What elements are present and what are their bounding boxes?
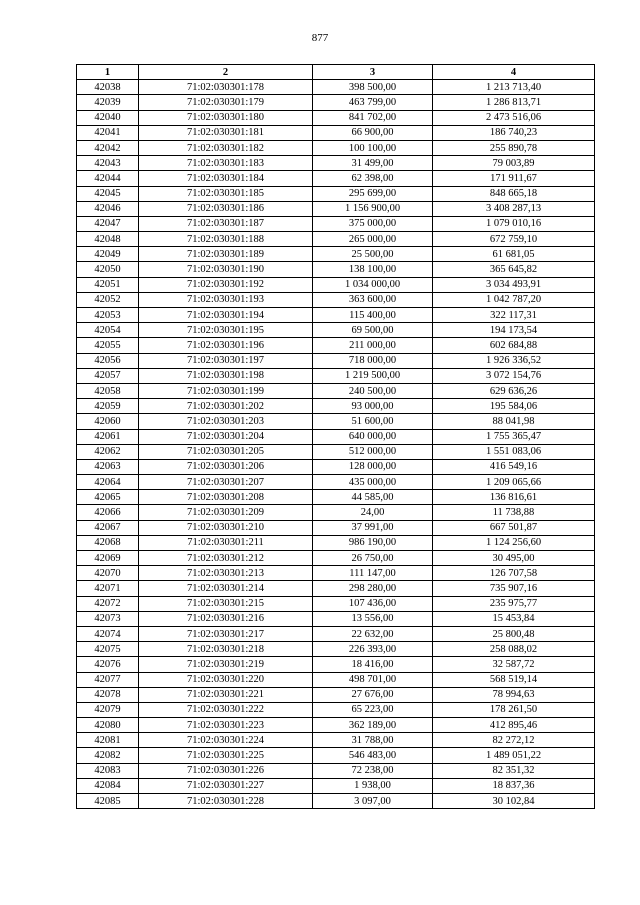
area-cell: 72 238,00 xyxy=(313,763,433,778)
cadastral-number-cell: 71:02:030301:192 xyxy=(139,277,313,292)
row-number-cell: 42083 xyxy=(77,763,139,778)
value-cell: 30 102,84 xyxy=(433,794,595,809)
table-row xyxy=(77,262,595,277)
table-row xyxy=(77,657,595,672)
area-cell: 44 585,00 xyxy=(313,490,433,505)
cadastral-number-cell: 71:02:030301:188 xyxy=(139,232,313,247)
area-cell: 1 219 500,00 xyxy=(313,368,433,383)
row-number-cell: 42079 xyxy=(77,702,139,717)
row-number-cell: 42053 xyxy=(77,308,139,323)
page-number: 877 xyxy=(311,32,329,44)
area-cell: 546 483,00 xyxy=(313,748,433,763)
cadastral-number-cell: 71:02:030301:196 xyxy=(139,338,313,353)
value-cell: 672 759,10 xyxy=(433,232,595,247)
table-row xyxy=(77,368,595,383)
table-row xyxy=(77,581,595,596)
value-cell: 667 501,87 xyxy=(433,520,595,535)
area-cell: 1 156 900,00 xyxy=(313,201,433,216)
row-number-cell: 42052 xyxy=(77,292,139,307)
table-row xyxy=(77,277,595,292)
value-cell: 79 003,89 xyxy=(433,156,595,171)
value-cell: 61 681,05 xyxy=(433,247,595,262)
row-number-cell: 42082 xyxy=(77,748,139,763)
area-cell: 398 500,00 xyxy=(313,80,433,95)
table-row xyxy=(77,687,595,702)
cadastral-number-cell: 71:02:030301:209 xyxy=(139,505,313,520)
row-number-cell: 42073 xyxy=(77,611,139,626)
cadastral-number-cell: 71:02:030301:194 xyxy=(139,308,313,323)
value-cell: 3 408 287,13 xyxy=(433,201,595,216)
value-cell: 11 738,88 xyxy=(433,505,595,520)
row-number-cell: 42041 xyxy=(77,125,139,140)
cadastral-number-cell: 71:02:030301:217 xyxy=(139,626,313,641)
area-cell: 986 190,00 xyxy=(313,535,433,550)
row-number-cell: 42084 xyxy=(77,778,139,793)
table-row xyxy=(77,171,595,186)
row-number-cell: 42046 xyxy=(77,201,139,216)
value-cell: 365 645,82 xyxy=(433,262,595,277)
value-cell: 568 519,14 xyxy=(433,672,595,687)
table-row xyxy=(77,429,595,444)
area-cell: 138 100,00 xyxy=(313,262,433,277)
cadastral-number-cell: 71:02:030301:187 xyxy=(139,216,313,231)
row-number-cell: 42060 xyxy=(77,414,139,429)
row-number-cell: 42075 xyxy=(77,642,139,657)
cadastral-number-cell: 71:02:030301:208 xyxy=(139,490,313,505)
table-row xyxy=(77,596,595,611)
cadastral-number-cell: 71:02:030301:214 xyxy=(139,581,313,596)
area-cell: 37 991,00 xyxy=(313,520,433,535)
row-number-cell: 42044 xyxy=(77,171,139,186)
column-header-4: 4 xyxy=(433,65,595,80)
cadastral-number-cell: 71:02:030301:221 xyxy=(139,687,313,702)
cadastral-number-cell: 71:02:030301:203 xyxy=(139,414,313,429)
value-cell: 848 665,18 xyxy=(433,186,595,201)
table-row xyxy=(77,247,595,262)
value-cell: 235 975,77 xyxy=(433,596,595,611)
area-cell: 363 600,00 xyxy=(313,292,433,307)
table-header-row xyxy=(77,65,595,80)
data-table xyxy=(76,64,595,809)
value-cell: 78 994,63 xyxy=(433,687,595,702)
cadastral-number-cell: 71:02:030301:220 xyxy=(139,672,313,687)
area-cell: 512 000,00 xyxy=(313,444,433,459)
table-row xyxy=(77,748,595,763)
table-row xyxy=(77,399,595,414)
row-number-cell: 42071 xyxy=(77,581,139,596)
area-cell: 107 436,00 xyxy=(313,596,433,611)
column-header-1: 1 xyxy=(77,65,139,80)
cadastral-number-cell: 71:02:030301:215 xyxy=(139,596,313,611)
cadastral-number-cell: 71:02:030301:179 xyxy=(139,95,313,110)
table-row xyxy=(77,520,595,535)
area-cell: 435 000,00 xyxy=(313,475,433,490)
row-number-cell: 42042 xyxy=(77,140,139,155)
row-number-cell: 42050 xyxy=(77,262,139,277)
value-cell: 255 890,78 xyxy=(433,140,595,155)
cadastral-number-cell: 71:02:030301:228 xyxy=(139,794,313,809)
cadastral-number-cell: 71:02:030301:218 xyxy=(139,642,313,657)
cadastral-number-cell: 71:02:030301:210 xyxy=(139,520,313,535)
value-cell: 416 549,16 xyxy=(433,459,595,474)
value-cell: 88 041,98 xyxy=(433,414,595,429)
cadastral-number-cell: 71:02:030301:186 xyxy=(139,201,313,216)
cadastral-number-cell: 71:02:030301:225 xyxy=(139,748,313,763)
area-cell: 265 000,00 xyxy=(313,232,433,247)
row-number-cell: 42068 xyxy=(77,535,139,550)
table-row xyxy=(77,383,595,398)
area-cell: 498 701,00 xyxy=(313,672,433,687)
area-cell: 211 000,00 xyxy=(313,338,433,353)
table-row xyxy=(77,338,595,353)
value-cell: 30 495,00 xyxy=(433,551,595,566)
row-number-cell: 42051 xyxy=(77,277,139,292)
table-row xyxy=(77,505,595,520)
cadastral-number-cell: 71:02:030301:224 xyxy=(139,733,313,748)
area-cell: 31 499,00 xyxy=(313,156,433,171)
area-cell: 13 556,00 xyxy=(313,611,433,626)
cadastral-number-cell: 71:02:030301:185 xyxy=(139,186,313,201)
area-cell: 298 280,00 xyxy=(313,581,433,596)
value-cell: 2 473 516,06 xyxy=(433,110,595,125)
cadastral-number-cell: 71:02:030301:222 xyxy=(139,702,313,717)
table-row xyxy=(77,535,595,550)
area-cell: 93 000,00 xyxy=(313,399,433,414)
area-cell: 51 600,00 xyxy=(313,414,433,429)
cadastral-number-cell: 71:02:030301:204 xyxy=(139,429,313,444)
cadastral-number-cell: 71:02:030301:184 xyxy=(139,171,313,186)
value-cell: 194 173,54 xyxy=(433,323,595,338)
cadastral-number-cell: 71:02:030301:202 xyxy=(139,399,313,414)
table-body xyxy=(77,80,595,809)
value-cell: 15 453,84 xyxy=(433,611,595,626)
column-header-3: 3 xyxy=(313,65,433,80)
area-cell: 115 400,00 xyxy=(313,308,433,323)
cadastral-number-cell: 71:02:030301:182 xyxy=(139,140,313,155)
table-row xyxy=(77,794,595,809)
table-row xyxy=(77,702,595,717)
value-cell: 629 636,26 xyxy=(433,383,595,398)
value-cell: 1 489 051,22 xyxy=(433,748,595,763)
cadastral-number-cell: 71:02:030301:226 xyxy=(139,763,313,778)
table-row xyxy=(77,611,595,626)
area-cell: 31 788,00 xyxy=(313,733,433,748)
area-cell: 640 000,00 xyxy=(313,429,433,444)
area-cell: 22 632,00 xyxy=(313,626,433,641)
row-number-cell: 42058 xyxy=(77,383,139,398)
row-number-cell: 42069 xyxy=(77,551,139,566)
table-row xyxy=(77,444,595,459)
table-row xyxy=(77,140,595,155)
row-number-cell: 42047 xyxy=(77,216,139,231)
row-number-cell: 42070 xyxy=(77,566,139,581)
area-cell: 69 500,00 xyxy=(313,323,433,338)
cadastral-number-cell: 71:02:030301:195 xyxy=(139,323,313,338)
cadastral-number-cell: 71:02:030301:190 xyxy=(139,262,313,277)
value-cell: 412 895,46 xyxy=(433,718,595,733)
area-cell: 1 034 000,00 xyxy=(313,277,433,292)
area-cell: 3 097,00 xyxy=(313,794,433,809)
table-row xyxy=(77,566,595,581)
table-row xyxy=(77,186,595,201)
table-row xyxy=(77,672,595,687)
area-cell: 362 189,00 xyxy=(313,718,433,733)
row-number-cell: 42059 xyxy=(77,399,139,414)
row-number-cell: 42065 xyxy=(77,490,139,505)
area-cell: 66 900,00 xyxy=(313,125,433,140)
row-number-cell: 42043 xyxy=(77,156,139,171)
row-number-cell: 42039 xyxy=(77,95,139,110)
value-cell: 32 587,72 xyxy=(433,657,595,672)
value-cell: 25 800,48 xyxy=(433,626,595,641)
cadastral-number-cell: 71:02:030301:205 xyxy=(139,444,313,459)
table-row xyxy=(77,308,595,323)
area-cell: 240 500,00 xyxy=(313,383,433,398)
row-number-cell: 42077 xyxy=(77,672,139,687)
area-cell: 111 147,00 xyxy=(313,566,433,581)
value-cell: 1 079 010,16 xyxy=(433,216,595,231)
cadastral-number-cell: 71:02:030301:189 xyxy=(139,247,313,262)
value-cell: 82 272,12 xyxy=(433,733,595,748)
table-row xyxy=(77,551,595,566)
table-row xyxy=(77,125,595,140)
value-cell: 195 584,06 xyxy=(433,399,595,414)
row-number-cell: 42062 xyxy=(77,444,139,459)
row-number-cell: 42045 xyxy=(77,186,139,201)
table-row xyxy=(77,475,595,490)
cadastral-number-cell: 71:02:030301:216 xyxy=(139,611,313,626)
area-cell: 65 223,00 xyxy=(313,702,433,717)
area-cell: 1 938,00 xyxy=(313,778,433,793)
row-number-cell: 42049 xyxy=(77,247,139,262)
column-header-2: 2 xyxy=(139,65,313,80)
area-cell: 375 000,00 xyxy=(313,216,433,231)
cadastral-number-cell: 71:02:030301:183 xyxy=(139,156,313,171)
cadastral-number-cell: 71:02:030301:227 xyxy=(139,778,313,793)
table-row xyxy=(77,201,595,216)
value-cell: 1 042 787,20 xyxy=(433,292,595,307)
row-number-cell: 42081 xyxy=(77,733,139,748)
table-row xyxy=(77,733,595,748)
cadastral-number-cell: 71:02:030301:211 xyxy=(139,535,313,550)
row-number-cell: 42056 xyxy=(77,353,139,368)
value-cell: 18 837,36 xyxy=(433,778,595,793)
row-number-cell: 42054 xyxy=(77,323,139,338)
row-number-cell: 42078 xyxy=(77,687,139,702)
value-cell: 1 926 336,52 xyxy=(433,353,595,368)
value-cell: 186 740,23 xyxy=(433,125,595,140)
cadastral-number-cell: 71:02:030301:223 xyxy=(139,718,313,733)
table-row xyxy=(77,778,595,793)
row-number-cell: 42063 xyxy=(77,459,139,474)
cadastral-number-cell: 71:02:030301:206 xyxy=(139,459,313,474)
area-cell: 24,00 xyxy=(313,505,433,520)
value-cell: 1 755 365,47 xyxy=(433,429,595,444)
row-number-cell: 42064 xyxy=(77,475,139,490)
table-row xyxy=(77,216,595,231)
value-cell: 82 351,32 xyxy=(433,763,595,778)
row-number-cell: 42072 xyxy=(77,596,139,611)
table-row xyxy=(77,353,595,368)
row-number-cell: 42038 xyxy=(77,80,139,95)
area-cell: 100 100,00 xyxy=(313,140,433,155)
table-row xyxy=(77,323,595,338)
row-number-cell: 42074 xyxy=(77,626,139,641)
value-cell: 322 117,31 xyxy=(433,308,595,323)
cadastral-number-cell: 71:02:030301:197 xyxy=(139,353,313,368)
table-row xyxy=(77,156,595,171)
value-cell: 1 209 065,66 xyxy=(433,475,595,490)
cadastral-number-cell: 71:02:030301:180 xyxy=(139,110,313,125)
row-number-cell: 42066 xyxy=(77,505,139,520)
row-number-cell: 42055 xyxy=(77,338,139,353)
area-cell: 463 799,00 xyxy=(313,95,433,110)
area-cell: 62 398,00 xyxy=(313,171,433,186)
cadastral-number-cell: 71:02:030301:178 xyxy=(139,80,313,95)
row-number-cell: 42040 xyxy=(77,110,139,125)
value-cell: 1 124 256,60 xyxy=(433,535,595,550)
cadastral-number-cell: 71:02:030301:219 xyxy=(139,657,313,672)
row-number-cell: 42080 xyxy=(77,718,139,733)
value-cell: 1 213 713,40 xyxy=(433,80,595,95)
area-cell: 18 416,00 xyxy=(313,657,433,672)
cadastral-number-cell: 71:02:030301:199 xyxy=(139,383,313,398)
table-row xyxy=(77,490,595,505)
value-cell: 735 907,16 xyxy=(433,581,595,596)
row-number-cell: 42048 xyxy=(77,232,139,247)
cadastral-number-cell: 71:02:030301:207 xyxy=(139,475,313,490)
cadastral-number-cell: 71:02:030301:198 xyxy=(139,368,313,383)
value-cell: 1 551 083,06 xyxy=(433,444,595,459)
value-cell: 1 286 813,71 xyxy=(433,95,595,110)
table-row xyxy=(77,95,595,110)
table-row xyxy=(77,718,595,733)
row-number-cell: 42057 xyxy=(77,368,139,383)
area-cell: 128 000,00 xyxy=(313,459,433,474)
value-cell: 602 684,88 xyxy=(433,338,595,353)
value-cell: 258 088,02 xyxy=(433,642,595,657)
value-cell: 126 707,58 xyxy=(433,566,595,581)
value-cell: 178 261,50 xyxy=(433,702,595,717)
row-number-cell: 42076 xyxy=(77,657,139,672)
area-cell: 27 676,00 xyxy=(313,687,433,702)
table-row xyxy=(77,110,595,125)
table-row xyxy=(77,459,595,474)
table-row xyxy=(77,763,595,778)
row-number-cell: 42067 xyxy=(77,520,139,535)
area-cell: 25 500,00 xyxy=(313,247,433,262)
cadastral-number-cell: 71:02:030301:213 xyxy=(139,566,313,581)
area-cell: 226 393,00 xyxy=(313,642,433,657)
value-cell: 171 911,67 xyxy=(433,171,595,186)
table-row xyxy=(77,626,595,641)
cadastral-number-cell: 71:02:030301:212 xyxy=(139,551,313,566)
table-row xyxy=(77,292,595,307)
row-number-cell: 42085 xyxy=(77,794,139,809)
area-cell: 26 750,00 xyxy=(313,551,433,566)
table-row xyxy=(77,80,595,95)
value-cell: 136 816,61 xyxy=(433,490,595,505)
value-cell: 3 072 154,76 xyxy=(433,368,595,383)
cadastral-number-cell: 71:02:030301:193 xyxy=(139,292,313,307)
cadastral-number-cell: 71:02:030301:181 xyxy=(139,125,313,140)
area-cell: 841 702,00 xyxy=(313,110,433,125)
area-cell: 295 699,00 xyxy=(313,186,433,201)
row-number-cell: 42061 xyxy=(77,429,139,444)
area-cell: 718 000,00 xyxy=(313,353,433,368)
table-row xyxy=(77,642,595,657)
table-row xyxy=(77,232,595,247)
value-cell: 3 034 493,91 xyxy=(433,277,595,292)
table-row xyxy=(77,414,595,429)
